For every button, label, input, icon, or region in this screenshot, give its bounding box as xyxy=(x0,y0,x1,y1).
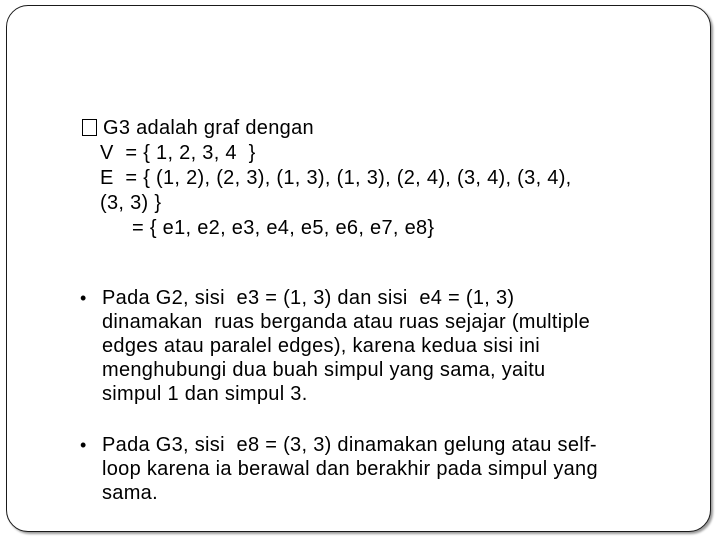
g3-heading-text: G3 adalah graf dengan xyxy=(103,117,314,139)
bullet-line: menghubungi dua buah simpul yang sama, yaitu xyxy=(102,359,546,381)
bullet-dot-icon: • xyxy=(80,288,87,308)
bullet-text xyxy=(102,286,680,406)
bullet-line: sama. xyxy=(102,482,158,504)
bullet-line: Pada G3, sisi e8 = (3, 3) dinamakan gelung atau self- xyxy=(102,434,597,456)
checkbox-bullet-icon xyxy=(82,119,97,136)
bullet-line: simpul 1 dan simpul 3. xyxy=(102,383,308,405)
edge-label-set-line: = { e1, e2, e3, e4, e5, e6, e7, e8} xyxy=(132,217,435,239)
vertex-set-line: V = { 1, 2, 3, 4 } xyxy=(100,142,256,164)
bullet-line: dinamakan ruas berganda atau ruas sejajar (multiple xyxy=(102,311,591,333)
bullet-self-loop xyxy=(80,433,680,505)
bullet-line: edges atau paralel edges), karena kedua sisi ini xyxy=(102,335,541,357)
edge-set-line: E = { (1, 2), (2, 3), (1, 3), (1, 3), (2, 4), (3, 4), (3, 4), xyxy=(100,167,572,189)
bullet-line: loop karena ia berawal dan berakhir pada simpul yang xyxy=(102,458,598,480)
g3-heading-line xyxy=(80,116,700,141)
bullet-dot-icon: • xyxy=(80,435,87,455)
bullet-line: Pada G2, sisi e3 = (1, 3) dan sisi e4 = (1, 3) xyxy=(102,287,515,309)
bullet-multiple-edges xyxy=(80,286,680,406)
edge-set-line-continued: (3, 3) } xyxy=(100,192,162,214)
g3-definition-block xyxy=(80,116,700,241)
bullet-text xyxy=(102,433,680,505)
